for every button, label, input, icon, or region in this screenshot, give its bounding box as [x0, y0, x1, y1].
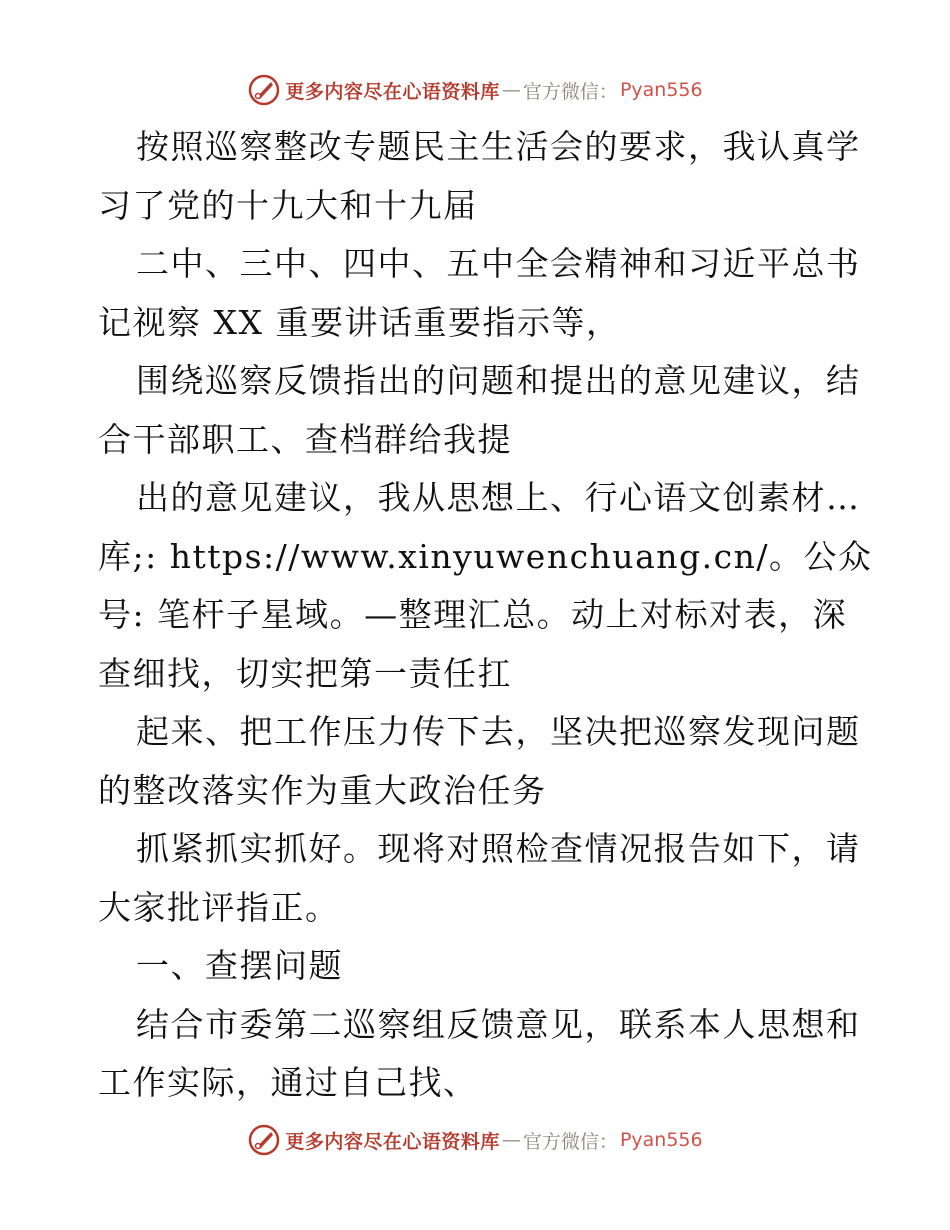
- body-line: 记视察 XX 重要讲话重要指示等，: [98, 302, 621, 342]
- document-body: [98, 118, 873, 1113]
- footer-brand-text: 更多内容尽在心语资料库: [285, 1130, 500, 1153]
- body-line: 二中、三中、四中、五中全会精神和习近平总书: [136, 244, 861, 283]
- footer-wechat-id: Pyan556: [619, 1129, 703, 1151]
- body-line: 的整改落实作为重大政治任务: [98, 770, 547, 810]
- section-heading: 一、查摆问题: [136, 946, 343, 985]
- footer-banner: [0, 1120, 950, 1160]
- body-line: 抓紧抓实抓好。现将对照检查情况报告如下，请: [136, 829, 861, 868]
- body-line: 库;: https://www.xinyuwenchuang.cn/。公众: [98, 536, 873, 576]
- body-line: 出的意见建议，我从思想上、行心语文创素材…: [136, 478, 861, 517]
- body-line: 合干部职工、查档群给我提: [98, 419, 512, 459]
- header-banner: [0, 70, 950, 110]
- header-wechat-label: 官方微信：: [522, 80, 618, 103]
- footer-dash: —: [501, 1129, 521, 1151]
- header-brand-text: 更多内容尽在心语资料库: [285, 80, 500, 103]
- body-line: 按照巡察整改专题民主生活会的要求，我认真学: [136, 127, 861, 166]
- body-line: 结合市委第二巡察组反馈意见，联系本人思想和: [136, 1004, 861, 1044]
- body-line: 围绕巡察反馈指出的问题和提出的意见建议，结: [136, 361, 861, 400]
- quill-logo-icon: [247, 1123, 281, 1157]
- quill-logo-icon: [247, 73, 281, 107]
- body-line: 查细找，切实把第一责任扛: [98, 653, 512, 693]
- body-line: 工作实际，通过自己找、: [98, 1063, 478, 1102]
- body-line: 号: 笔杆子星域。—整理汇总。动上对标对表，深: [98, 595, 848, 634]
- header-wechat-id: Pyan556: [619, 79, 703, 101]
- body-line: 起来、把工作压力传下去，坚决把巡察发现问题: [136, 712, 861, 751]
- body-line: 习了党的十九大和十九届: [98, 185, 478, 225]
- footer-wechat-label: 官方微信：: [522, 1130, 618, 1153]
- body-line: 大家批评指正。: [98, 887, 340, 927]
- header-dash: —: [501, 79, 521, 101]
